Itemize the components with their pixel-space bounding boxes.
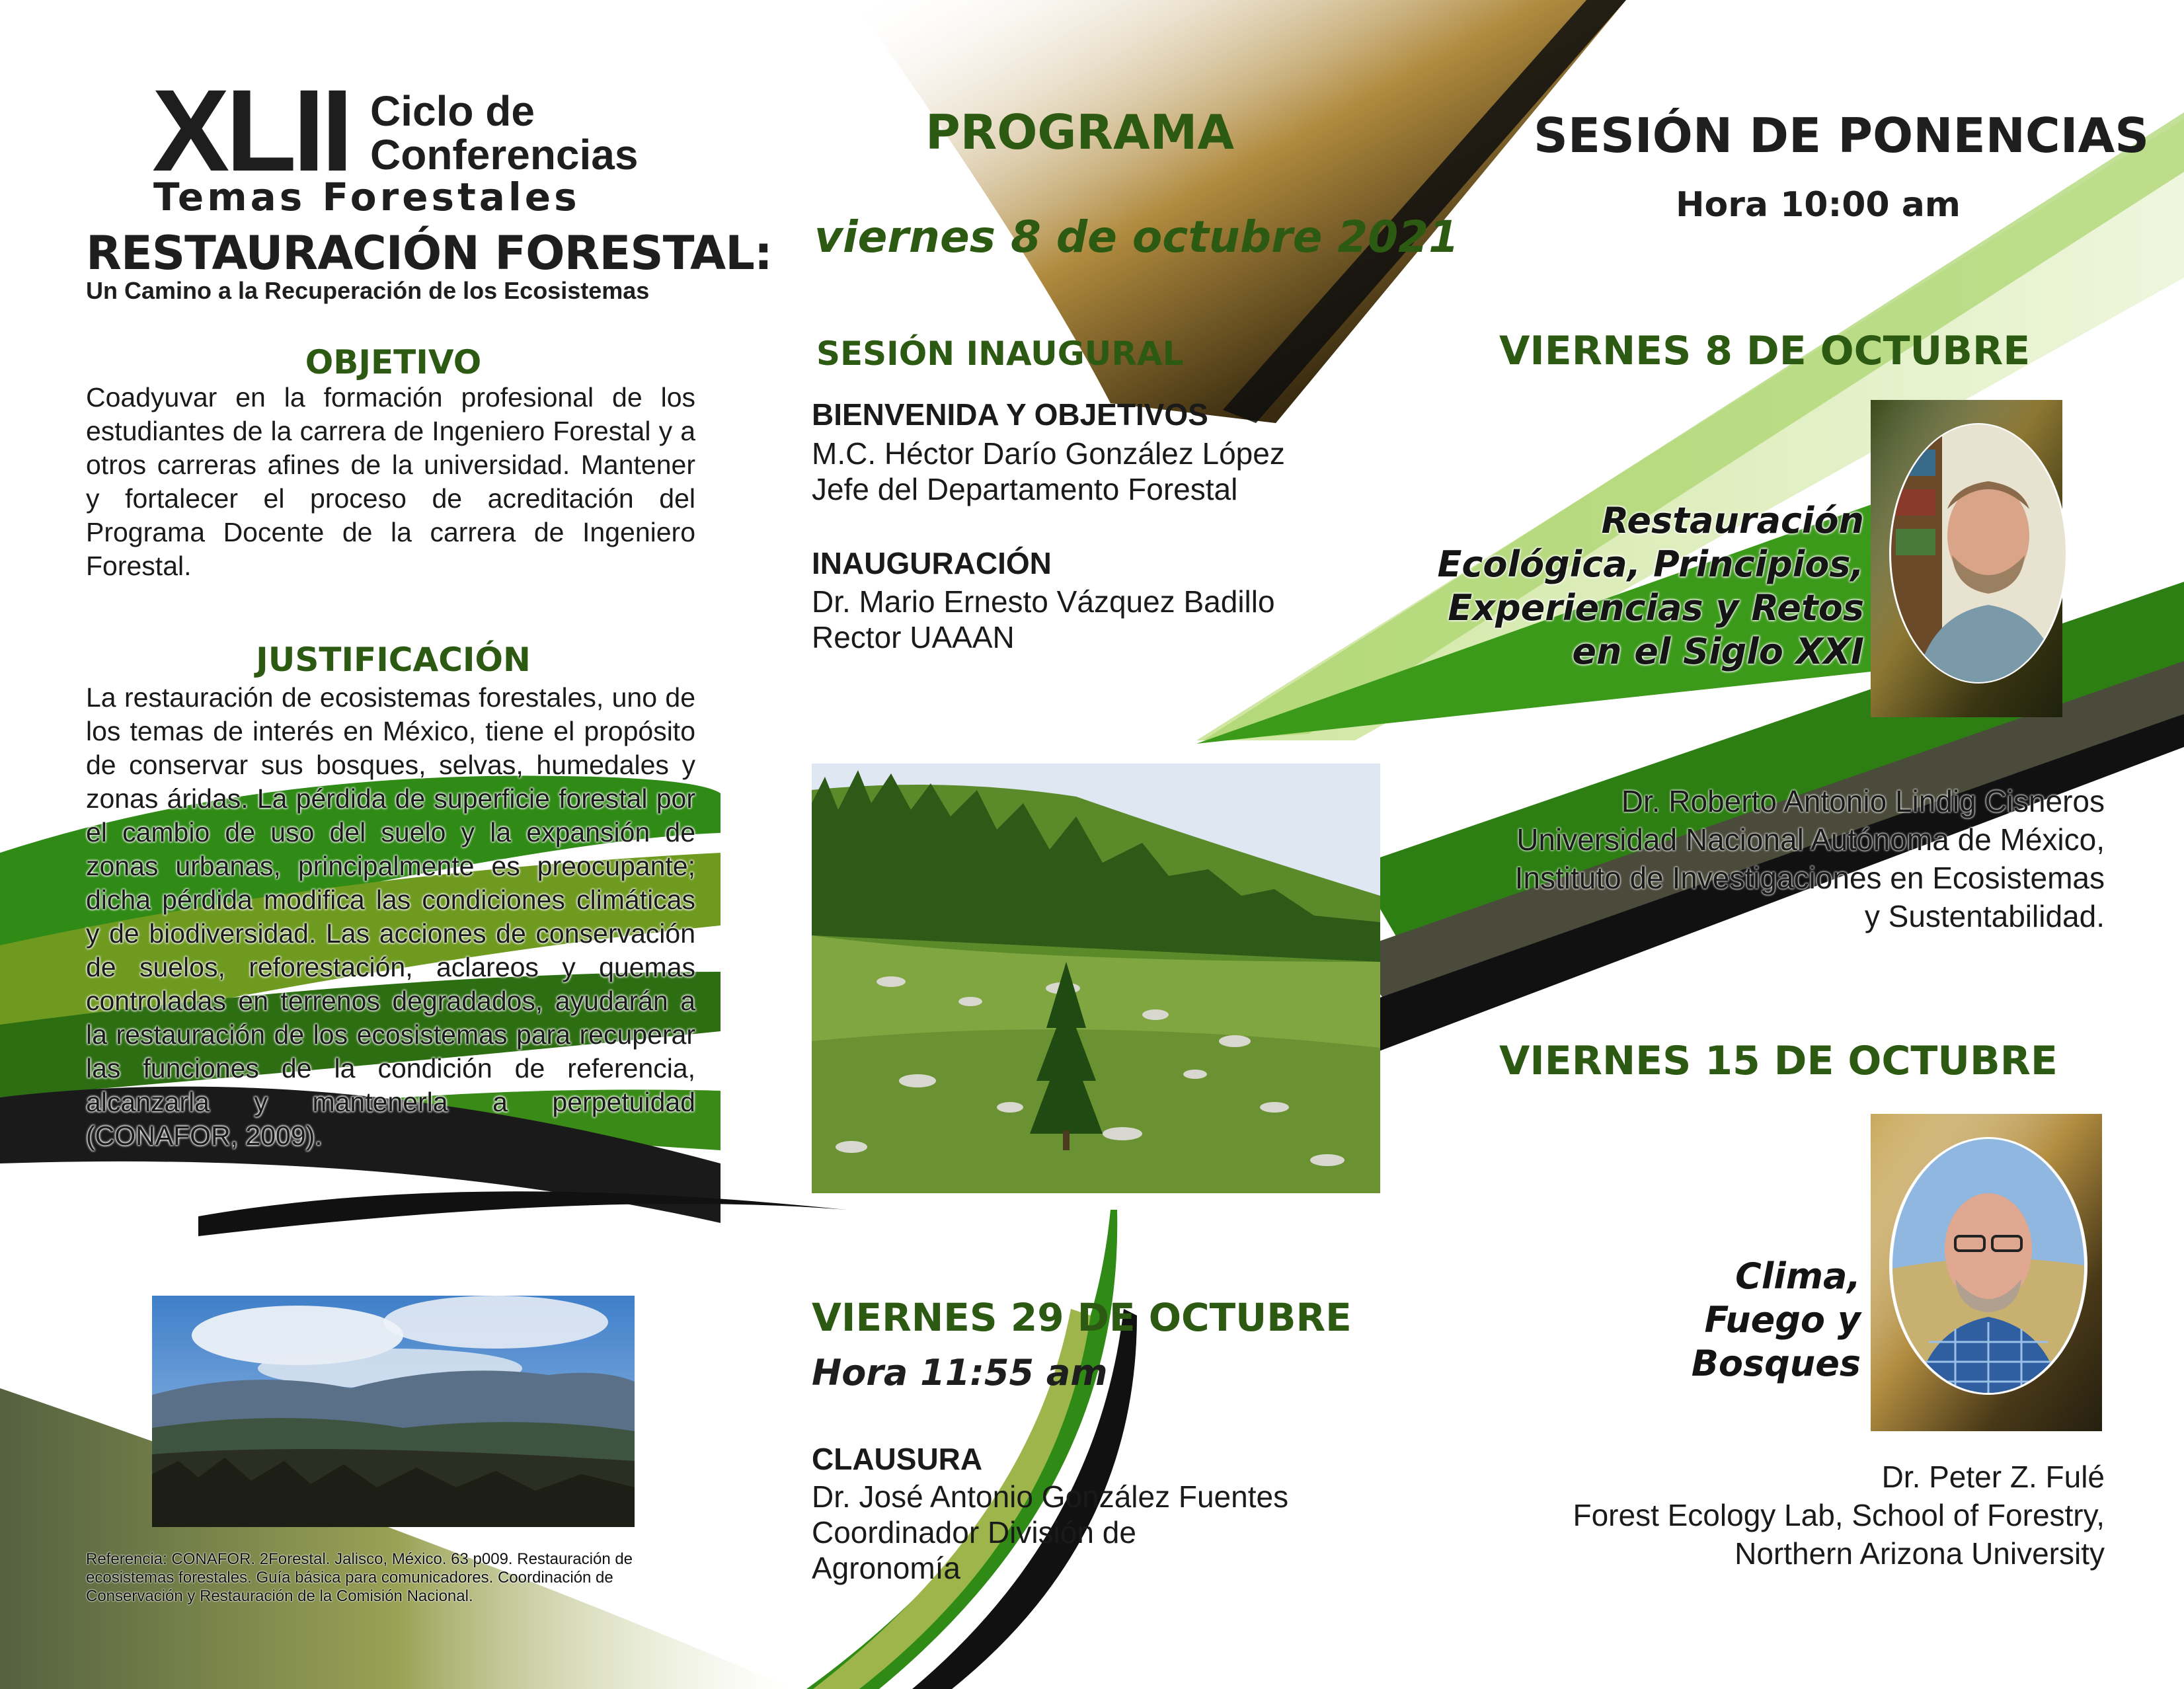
talk2-speaker-line: Northern Arizona University [1735,1536,2105,1571]
clausura-name: Dr. José Antonio González Fuentes [812,1479,1289,1514]
talk1-title [1408,499,1864,674]
inauguracion-label: INAUGURACIÓN [812,546,1052,580]
bienvenida-label: BIENVENIDA Y OBJETIVOS [812,397,1208,432]
talk1-speaker [1515,782,2105,935]
talk2-speaker-line: Dr. Peter Z. Fulé [1881,1460,2105,1494]
talk1-speaker-line: Dr. Roberto Antonio Lindig Cisneros [1621,784,2105,818]
justificacion-text: La restauración de ecosistemas forestales, uno de los temas de interés en México, tiene el propósito de conservar sus bosques, selvas, humedales y zonas áridas. La pérdida de superficie forestal por el cambio de uso del suelo y la expansión de zonas urbanas, principalmente es preocupante; dicha pérdida modifica las condiciones climáticas y de biodiversidad. Las acciones de conservación de suelos, reforestación, aclareos y quemas controladas en terrenos degradados, ayudarán a la restauración de los ecosistemas para recuperar las funciones de la condición de referencia, alcanzarla y mantenerla a perpetuidad (CONAFOR, 2009). [86,682,695,1151]
clausura-label: CLAUSURA [812,1442,983,1476]
reference-note: Referencia: CONAFOR. 2Forestal. Jalisco, México. 63 p009. Restauración de ecosistemas forestales. Guía básica para comunicadores. Coordinación de Conservación y Restauración de la Comisión Nacional. [86,1550,633,1605]
inauguracion-name: Dr. Mario Ernesto Vázquez Badillo [812,584,1275,619]
speaker1-portrait [1889,423,2068,684]
forest-hillside-photo [812,764,1380,1193]
sesion-time: Hora 10:00 am [1676,185,1961,225]
series-number: XLII [152,66,350,196]
series-name [370,89,638,177]
sesion-ponencias-heading: SESIÓN DE PONENCIAS [1534,108,2150,163]
justificacion-heading: JUSTIFICACIÓN [256,641,531,679]
talk2-title-line: Fuego y [1704,1299,1861,1341]
clausura-date: VIERNES 29 DE OCTUBRE [812,1295,1352,1340]
talk1-speaker-line: Instituto de Investigaciones en Ecosistemas [1514,861,2105,895]
series-name-line1: Ciclo de [370,87,535,135]
objetivo-heading: OBJETIVO [305,343,482,381]
talk2-speaker [1573,1458,2105,1573]
series-name-line2: Conferencias [370,131,639,178]
sesion-inaugural-heading: SESIÓN INAUGURAL [816,334,1184,373]
talk1-title-line: Restauración [1601,500,1864,541]
objetivo-text: Coadyuvar en la formación profesional de los estudiantes de la carrera de Ingeniero Forestal y a otros carreras afines de la universidad. Mantener y fortalecer el proceso de acreditación del Programa Docente de la carrera de Ingeniero Forestal. [86,382,695,581]
talk2-date: VIERNES 15 DE OCTUBRE [1499,1038,2058,1084]
talk2-title-line: Clima, [1735,1255,1861,1297]
talk1-title-line: Ecológica, Principios, [1437,543,1864,585]
event-title: RESTAURACIÓN FORESTAL: [86,226,772,280]
clausura-role-line2: Agronomía [812,1551,961,1585]
bienvenida-name: M.C. Héctor Darío González López [812,436,1285,471]
talk1-title-line: Experiencias y Retos [1448,587,1864,629]
series-subtitle: Temas Forestales [153,175,580,219]
clausura-role-line1: Coordinador División de [812,1515,1136,1550]
talk2-title-line: Bosques [1691,1343,1861,1384]
speaker2-portrait [1889,1137,2087,1395]
program-date: viernes 8 de octubre 2021 [814,212,1460,262]
bienvenida-role: Jefe del Departamento Forestal [812,472,1238,506]
event-subtitle: Un Camino a la Recuperación de los Ecosistemas [86,277,650,304]
mountain-landscape-photo [152,1296,635,1527]
talk1-title-line: en el Siglo XXI [1572,631,1864,672]
talk2-title [1606,1255,1861,1386]
programa-heading: PROGRAMA [925,104,1235,160]
talk1-speaker-line: Universidad Nacional Autónoma de México, [1516,822,2105,857]
clausura-time: Hora 11:55 am [812,1352,1108,1394]
talk2-speaker-line: Forest Ecology Lab, School of Forestry, [1573,1498,2105,1532]
talk1-speaker-line: y Sustentabilidad. [1864,899,2105,933]
talk1-date: VIERNES 8 DE OCTUBRE [1499,328,2031,374]
inauguracion-role: Rector UAAAN [812,620,1015,654]
